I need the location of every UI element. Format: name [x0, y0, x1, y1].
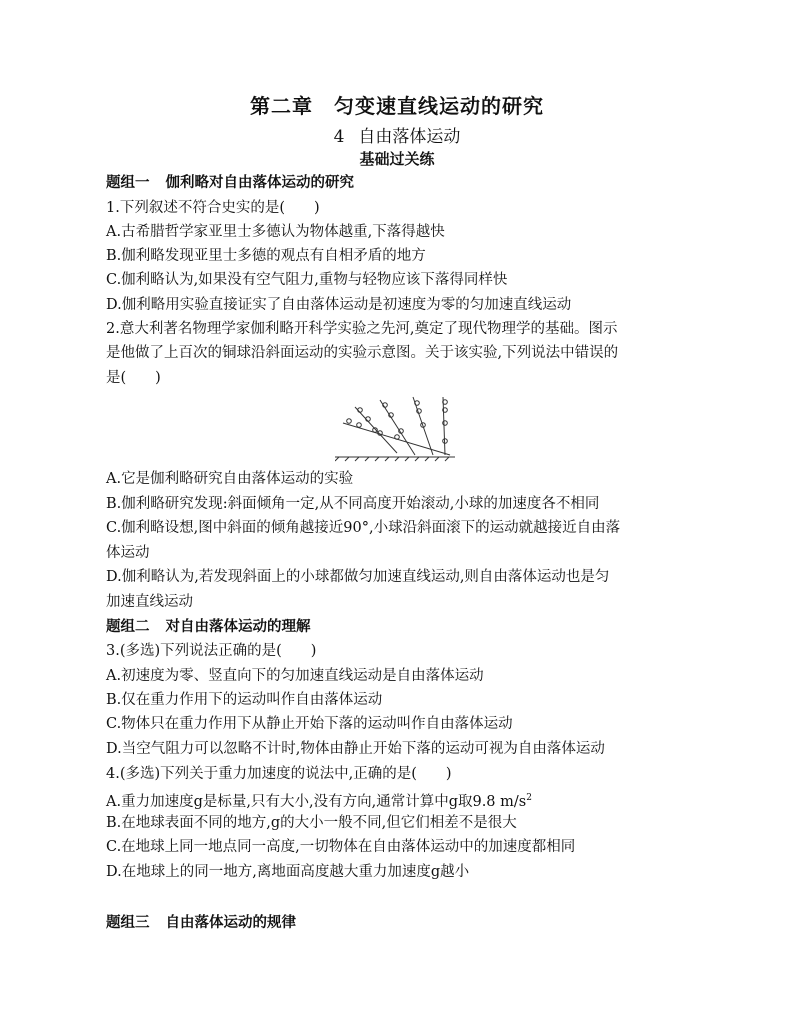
question-2-stem-line-1: 2.意大利著名物理学家伽利略开科学实验之先河,奠定了现代物理学的基础。图示 [106, 321, 618, 337]
incline-line-4 [413, 397, 433, 455]
question-1-option-d: D.伽利略用实验直接证实了自由落体运动是初速度为零的匀加速直线运动 [106, 297, 572, 313]
group-label: 题组一 [106, 174, 150, 191]
question-2-option-c-line-1: C.伽利略设想,图中斜面的倾角越接近90°,小球沿斜面滚下的运动就越接近自由落 [106, 520, 621, 536]
question-2-stem-line-3: 是( ) [106, 370, 161, 386]
vertical-line [443, 397, 445, 455]
question-2-option-a: A.它是伽利略研究自由落体运动的实验 [106, 471, 354, 487]
question-2-option-b: B.伽利略研究发现:斜面倾角一定,从不同高度开始滚动,小球的加速度各不相同 [106, 496, 600, 512]
ball-markers [347, 400, 448, 444]
question-2-option-d-line-1: D.伽利略认为,若发现斜面上的小球都做匀加速直线运动,则自由落体运动也是匀 [106, 569, 610, 585]
section-heading [0, 122, 794, 147]
question-1-stem: 1.下列叙述不符合史实的是( ) [106, 200, 320, 216]
question-4-option-d: D.在地球上的同一地方,离地面高度越大重力加速度g越小 [106, 864, 470, 880]
question-2-stem-line-2: 是他做了上百次的铜球沿斜面运动的实验示意图。关于该实验,下列说法中错误的 [106, 345, 619, 361]
incline-line-3 [380, 400, 415, 455]
question-4-option-b: B.在地球表面不同的地方,g的大小一般不同,但它们相差不是很大 [106, 815, 517, 831]
question-2-option-c-line-2: 体运动 [106, 545, 150, 561]
group-title: 对自由落体运动的理解 [165, 618, 311, 635]
group-label: 题组三 [106, 914, 150, 931]
inclined-plane-figure [335, 395, 455, 465]
option-a-superscript: 2 [526, 793, 532, 803]
question-3-option-b: B.仅在重力作用下的运动叫作自由落体运动 [106, 692, 383, 708]
question-2-option-d-line-2: 加速直线运动 [106, 594, 193, 610]
group-heading-2 [106, 616, 311, 638]
group-label: 题组二 [106, 618, 150, 635]
question-3-option-d: D.当空气阻力可以忽略不计时,物体由静止开始下落的运动可视为自由落体运动 [106, 741, 605, 757]
question-1-option-c: C.伽利略认为,如果没有空气阻力,重物与轻物应该下落得同样快 [106, 272, 508, 288]
group-title: 伽利略对自由落体运动的研究 [165, 174, 354, 191]
section-number: 4 [333, 127, 345, 147]
group-title: 自由落体运动的规律 [165, 914, 296, 931]
question-3-option-a: A.初速度为零、竖直向下的匀加速直线运动是自由落体运动 [106, 668, 484, 684]
chapter-title: 第二章 匀变速直线运动的研究 [250, 94, 544, 118]
question-4-stem: 4.(多选)下列关于重力加速度的说法中,正确的是( ) [106, 766, 452, 782]
question-4-option-a [106, 787, 532, 813]
question-4-option-c: C.在地球上同一地点同一高度,一切物体在自由落体运动中的加速度都相同 [106, 839, 576, 855]
incline-line-2 [355, 407, 397, 453]
question-3-option-c: C.物体只在重力作用下从静止开始下落的运动叫作自由落体运动 [106, 716, 513, 732]
ground-hatch [335, 457, 449, 461]
option-a-text: A.重力加速度g是标量,只有大小,没有方向,通常计算中g取9.8 m/s [106, 793, 527, 810]
group-heading-1 [106, 172, 354, 194]
question-1-option-a: A.古希腊哲学家亚里士多德认为物体越重,下落得越快 [106, 224, 445, 240]
group-heading-3 [106, 912, 296, 934]
question-1-option-b: B.伽利略发现亚里士多德的观点有自相矛盾的地方 [106, 248, 426, 264]
subtitle: 基础过关练 [359, 150, 435, 168]
question-3-stem: 3.(多选)下列说法正确的是( ) [106, 643, 317, 659]
section-title: 自由落体运动 [358, 127, 461, 147]
